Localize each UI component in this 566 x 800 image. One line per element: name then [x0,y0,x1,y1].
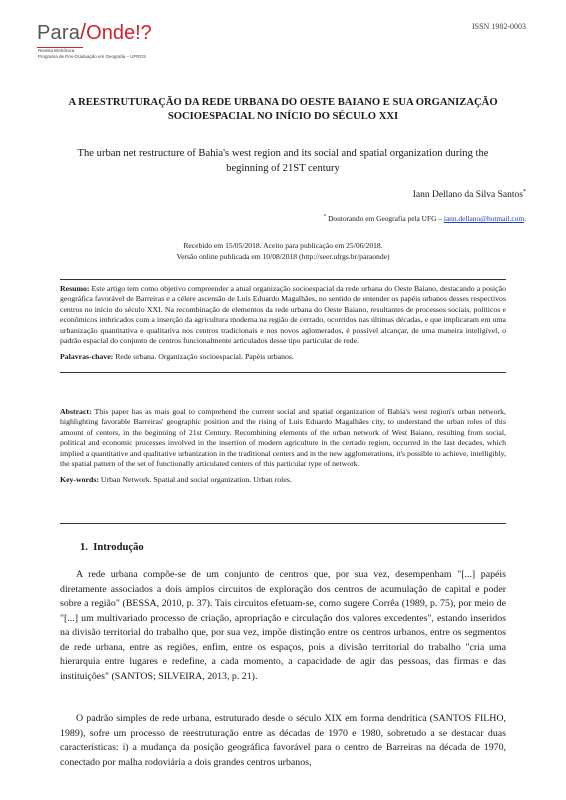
logo-slash: / [80,19,87,44]
abstract-text: This paper has as mais goal to comprehend the current social and spatial organization of Bahia's west region's urban network, highlighting favorable Barreiras' geographic position and the rising of Luis Eduardo Magalhães city, to understand the urban roles of this amount of centers, in the beginning of 21st Century. Recombining elements of the urban network of West Baiano, resulting from social, political and economic processes involved in the insertion of modern agriculture in the cerrado region, occurred in the last decades, which implied a quantitative and qualitative urbanization in the traditional centers and in the new agglomerations, it's possible to achieve, intelligibly, the spatial pattern of the set of functionally articulated centers of this particular type of network. [60,407,506,469]
logo-sub-line1: Revista Eletrônica [38,48,75,53]
author-name-text: Iann Dellano da Silva Santos [412,190,523,201]
intro-paragraph-2-text: O padrão simples de rede urbana, estruturado desde o século XIX em forma dendrítica (SANTOS FILHO, 1989), sofre um processo de reestruturação entre as décadas de 1970 e 1980, sobretudo a se destacar duas características: i) a mudança da posição geográfica favorável para o centro de Barreiras na década de 1970, conectado por malha rodoviária a dois grandes centros urbanos, [60,713,506,768]
intro-paragraph-2 [60,712,506,770]
abstract-block [60,407,506,486]
intro-paragraph-1 [60,568,506,684]
abstract-paragraph [60,407,506,469]
article-title-pt: A REESTRUTURAÇÃO DA REDE URBANA DO OESTE BAIANO E SUA ORGANIZAÇÃO SOCIOESPACIAL NO INÍCIO DO SÉCULO XXI [68,97,498,122]
section-heading [80,542,144,553]
author-footnote-mark: * [523,189,526,195]
affil-mark: * [323,214,327,220]
palavras-chave-text: Rede urbana. Organização socioespacial. Papéis urbanos. [113,352,294,362]
logo-subtitle [38,48,146,60]
online-publication-date: Versão online publicada em 10/08/2018 (http://seer.ufrgs.br/paraonde) [176,252,390,261]
journal-logo [37,19,152,45]
resumo-block [60,284,506,363]
abstract-bottom-rule [60,523,506,524]
author-affiliation [324,214,526,223]
affiliation-text: Doutorando em Geografia pela UFG – [326,214,444,223]
key-words [60,475,506,485]
resumo-bottom-rule [60,372,506,373]
resumo-top-rule [60,279,506,280]
received-accepted-date: Recebido em 15/05/2018. Aceito para publicação em 25/06/2018. [183,241,383,250]
key-words-text: Urban Network. Spatial and social organization. Urban roles. [98,475,292,485]
intro-paragraph-1-text: A rede urbana compõe-se de um conjunto de centros que, por sua vez, desempenham "[...] papéis diretamente associados a dois amplos circuitos de exploração dos centros de acumulação de capital e poder sobre a região" (BESSA, 2010, p. 37). Tais circuitos efetuam-se, como sugere Corrêa (1989, p. 75), por meio de "[...] um multivariado processo de criação, apropriação e circulação dos valores excedentes", estando inseridos na divisão territorial do trabalho que, por sua vez, impõe distinção entre os centros urbanos, entre os segmentos de rede urbana, entre as regiões, enfim, entre os espaços, pois a divisão territorial do trabalho "cria uma hierarquia entre lugares e redefine, a cada momento, a capacidade de agir das pessoas, das firmas e das instituições" (SANTOS; SILVEIRA, 2013, p. 21). [60,569,506,682]
palavras-chave [60,352,506,362]
key-words-label: Key-words: [60,475,99,485]
publication-dates [40,240,526,262]
resumo-paragraph [60,284,506,346]
author-name [413,189,526,200]
section-title-text: Introdução [93,542,144,553]
resumo-text: Este artigo tem como objetivo compreender a atual organização socioespacial da rede urbana do Oeste Baiano, destacando a posição geográfica favorável de Barreiras e a célere ascensão de Luís Eduardo Magalhães, no sentido de entender os papéis urbanos desses respectivos centros no início do século XXI. Na recombinação de elementos da rede urbana do Oeste Baiano, resultantes de processos sociais, políticos e econômicos imbricados com a inserção da agricultura moderna na região de cerrado, ocorridos nas últimas décadas, e que implicaram em uma urbanização quantitativa e qualitativa nos centros tradicionais e nos novos aglomerados, é possível alcançar, de uma maneira inteligível, o padrão espacial do conjunto de centros funcionalmente articulados desse tipo particular de rede. [60,284,506,346]
logo-para-text: Para [37,22,81,44]
article-title-en: The urban net restructure of Bahia's west region and its social and spatial organization during the beginning of 21ST century [77,148,489,174]
author-email-link[interactable]: iann.dellano@hotmail.com [443,214,525,223]
affil-end: . [524,214,526,223]
abstract-label: Abstract: [60,407,92,416]
section-number: 1. [80,542,88,553]
logo-onde-text: Onde!? [86,22,152,44]
logo-sub-line2: Programa de Pós-Graduação em Geografia – UFRGS [38,54,147,59]
issn-label: ISSN 1982-0003 [471,22,526,31]
resumo-label: Resumo: [60,284,90,293]
palavras-chave-label: Palavras-chave: [60,352,114,362]
